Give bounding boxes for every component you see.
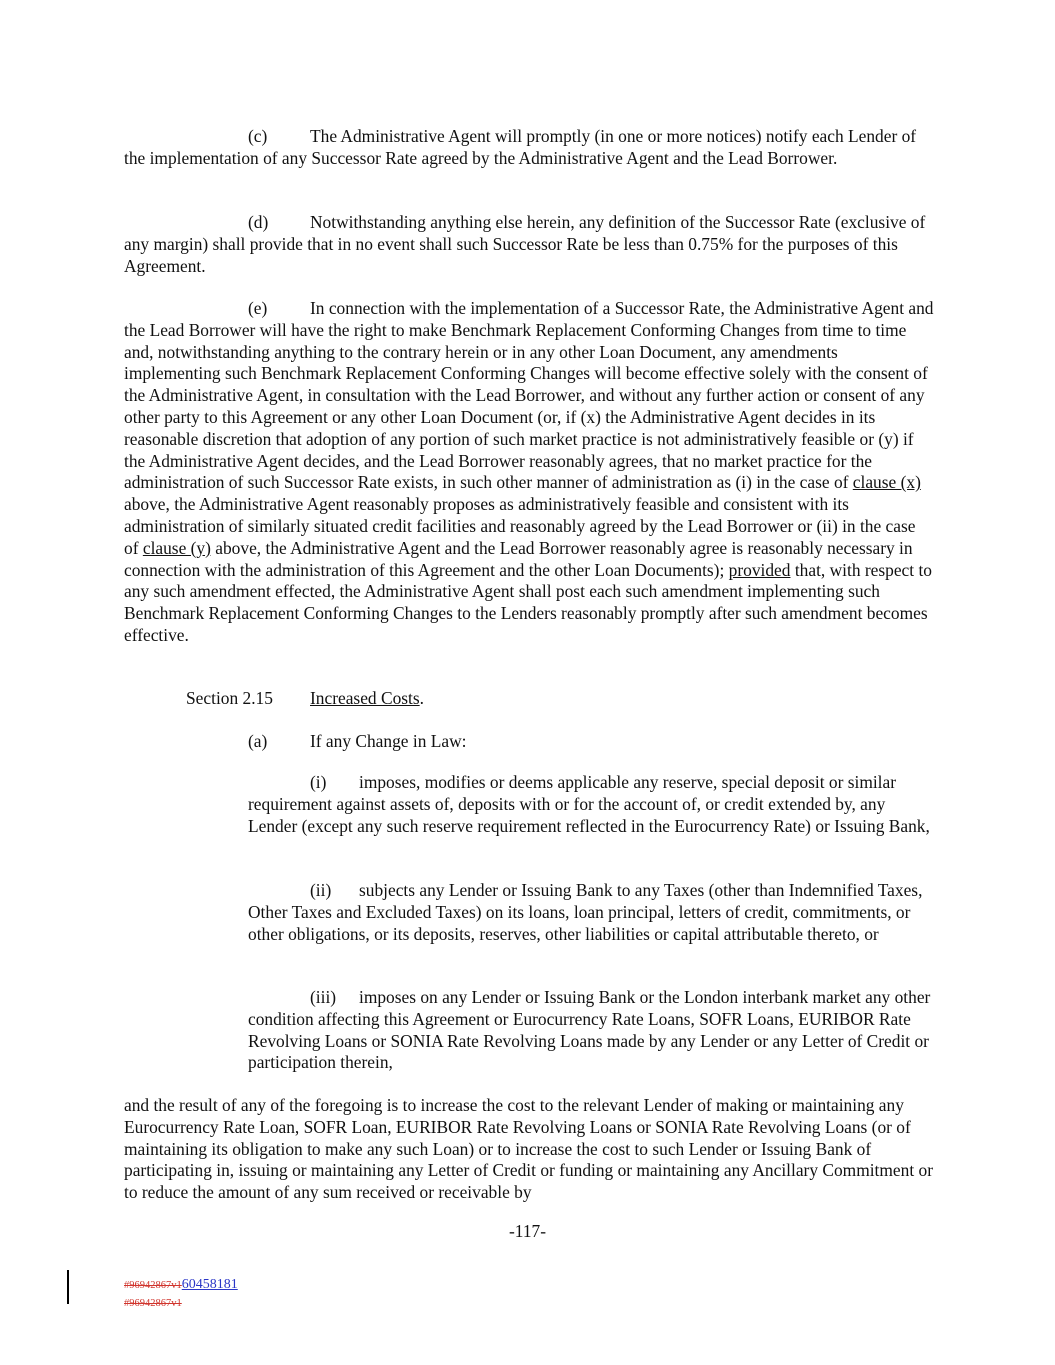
paragraph-e-text-2: above, the Administrative Agent reasonably proposes as administratively feasible and consistent with its administration of similarly situated credit facilities and reasonably agreed by the Lead Borrower or (ii) in the case of	[124, 494, 916, 558]
item-i-text: imposes, modifies or deems applicable any reserve, special deposit or similar requirement against assets of, deposits with or for the account of, or credit extended by, any Lender (except any such reserve requirement reflected in the Eurocurrency Rate) or Issuing Bank,	[248, 772, 930, 836]
item-i-label: (i)	[310, 772, 327, 792]
deleted-document-id: #96942867v1	[124, 1280, 182, 1291]
paragraph-d-label: (d)	[248, 212, 269, 232]
paragraph-e-text-1: In connection with the implementation of a Successor Rate, the Administrative Agent and the Lead Borrower will have the right to make Benchmark Replacement Conforming Changes from time to time and, notwithstanding anything to the contrary herein or in any other Loan Document, any amendments implementing such Benchmark Replacement Conforming Changes will become effective solely with the consent of the Administrative Agent, in consultation with the Lead Borrower, and without any further action or consent of any other party to this Agreement or any other Loan Document (or, if (x) the Administrative Agent decides in its reasonable discretion that adoption of any portion of such market practice is not administratively feasible or (y) if the Administrative Agent decides, and the Lead Borrower reasonably agrees, that no market practice for the administration of such Successor Rate exists, in such other manner of administration as (i) in the case of	[124, 298, 934, 493]
subsection-a-text: If any Change in Law:	[310, 731, 467, 751]
item-ii-text: subjects any Lender or Issuing Bank to any Taxes (other than Indemnified Taxes, Other Taxes and Excluded Taxes) on its loans, loan principal, letters of credit, commitments, or other obligations, or its deposits, reserves, other liabilities or capital attributable thereto, or	[248, 880, 923, 944]
closing-paragraph	[124, 1095, 934, 1204]
paragraph-e-label: (e)	[248, 298, 268, 318]
clause-y-reference: clause (y)	[142, 537, 211, 558]
document-id-line-2	[124, 1290, 182, 1315]
item-iii-label: (iii)	[310, 987, 337, 1007]
item-ii-label: (ii)	[310, 880, 332, 900]
section-title: Increased Costs	[310, 688, 420, 708]
paragraph-e-text-4: that, with respect to any such amendment effected, the Administrative Agent shall post each such amendment implementing such Benchmark Replacement Conforming Changes to the Lenders reasonably promptly after such amendment becomes effective.	[124, 559, 932, 645]
closing-paragraph-text: and the result of any of the foregoing is to increase the cost to the relevant Lender of making or maintaining any Eurocurrency Rate Loan, SOFR Loan, EURIBOR Rate Revolving Loans or SONIA Rate Revolving Loans (or of maintaining its obligation to make any such Loan) or to increase the cost to such Lender or Issuing Bank of participating in, issuing or maintaining any Letter of Credit or funding or maintaining any Ancillary Commitment or to reduce the amount of any sum received or receivable by	[124, 1095, 933, 1203]
item-iii	[248, 987, 938, 1074]
paragraph-d-text: Notwithstanding anything else herein, any definition of the Successor Rate (exclusive of any margin) shall provide that in no event shall such Successor Rate be less than 0.75% for the purposes of this Agreement.	[124, 212, 926, 276]
item-iii-text: imposes on any Lender or Issuing Bank or the London interbank market any other condition affecting this Agreement or Eurocurrency Rate Loans, SOFR Loans, EURIBOR Rate Revolving Loans or SONIA Rate Revolving Loans made by any Lender or any Letter of Credit or participation therein,	[248, 987, 931, 1073]
revision-change-bar	[67, 1270, 69, 1304]
paragraph-c-label: (c)	[248, 126, 268, 146]
clause-x-reference: clause (x)	[852, 472, 921, 493]
deleted-document-id-2: #96942867v1	[124, 1298, 182, 1309]
paragraph-c-text: The Administrative Agent will promptly (in one or more notices) notify each Lender of the implementation of any Successor Rate agreed by the Administrative Agent and the Lead Borrower.	[124, 126, 917, 168]
subsection-a-label: (a)	[248, 731, 268, 751]
subsection-a	[248, 731, 466, 753]
section-heading	[186, 688, 424, 710]
paragraph-d	[124, 212, 934, 277]
paragraph-e	[124, 298, 934, 647]
section-title-period: .	[419, 688, 424, 708]
item-ii	[248, 880, 938, 945]
paragraph-c	[124, 126, 934, 170]
item-i	[248, 772, 938, 837]
inserted-document-id: 60458181	[181, 1277, 238, 1292]
paragraph-e-text-3: above, the Administrative Agent and the Lead Borrower reasonably agree is reasonably necessary in connection with the administration of this Agreement and the other Loan Documents);	[124, 537, 913, 580]
section-number: Section 2.15	[186, 688, 273, 708]
provided-term: provided	[728, 559, 791, 580]
page-number: -117-	[508, 1221, 547, 1241]
